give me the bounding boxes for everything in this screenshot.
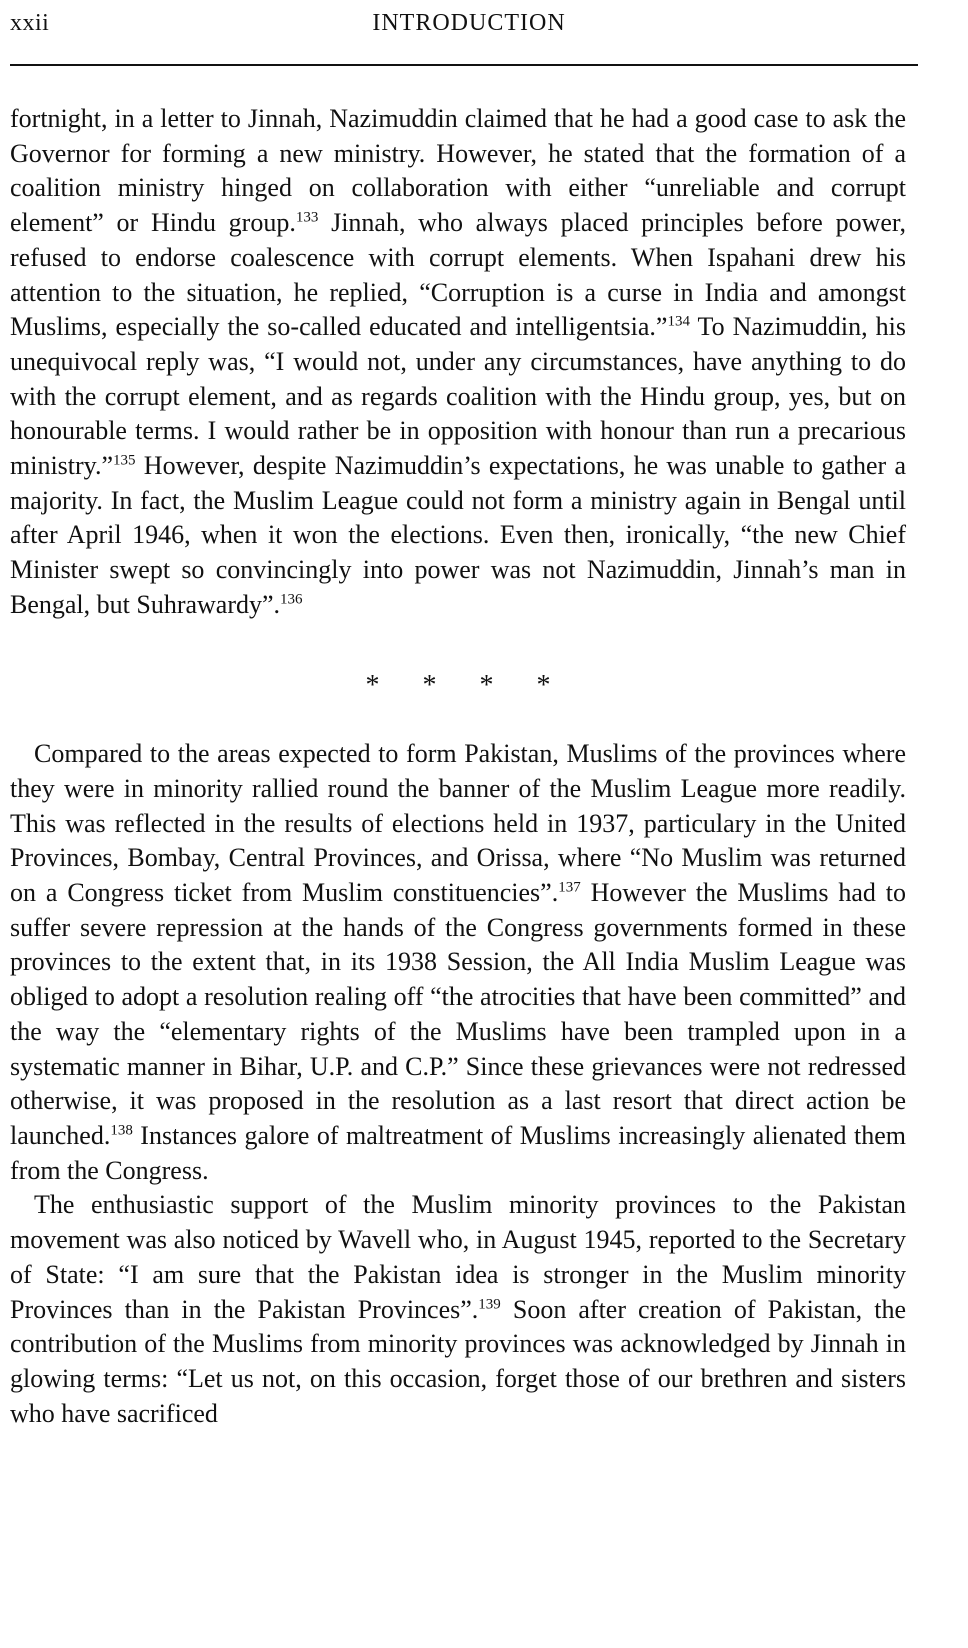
text-run: Compared to the areas expected to form Pakistan, Muslims of the provinces where they were in minority rallied round the banner of the Muslim League more readily. This was reflected in the results of elections held in 1937, particulary in the United Provinces, Bombay, Central Provinces, and Orissa, where “No Muslim was returned on a Congress ticket from Muslim constituencies”. xyxy=(10,739,906,908)
text-run: The enthusiastic support of the Muslim minority provinces to the Pakistan movement was also noticed by Wavell who, in August 1945, reported to the Secretary of State: “I am sure that the Pakistan idea is stronger in the Muslim minority Provinces than in the Pakistan Provinces”. xyxy=(10,1190,906,1324)
running-title: INTRODUCTION xyxy=(372,10,566,36)
body-text xyxy=(10,102,906,1431)
running-head xyxy=(10,10,910,44)
text-run: Instances galore of maltreatment of Muslims increasingly alienated them from the Congress. xyxy=(10,1120,906,1185)
text-run: Jinnah, who always placed principles before power, refused to endorse coalescence with corrupt elements. When Ispahani drew his attention to the situation, he replied, “Corruption is a curse in India and amongst Muslims, especially the so-called educated and intelligentsia.” xyxy=(10,208,906,342)
footnote-ref: 133 xyxy=(295,209,319,226)
text-run: However, despite Nazimuddin’s expectations, he was unable to gather a majority. In fact, the Muslim League could not form a ministry again in Bengal until after April 1946, when it won the elections. Even then, ironically, “the new Chief Minister swept so convincingly into power was not Nazimuddin, Jinnah’s man in Bengal, but Suhrawardy”. xyxy=(10,451,906,619)
footnote-ref: 138 xyxy=(110,1122,133,1139)
text-run: To Nazimuddin, his unequivocal reply was, “I would not, under any circumstances, have anything to do with the corrupt element, and as regards coalition with the Hindu group, yes, but on honourable terms. I would rather be in opposition with honour than run a precarious ministry.” xyxy=(10,312,906,481)
footnote-ref: 136 xyxy=(280,591,303,608)
footnote-ref: 135 xyxy=(113,452,136,469)
paragraph-3 xyxy=(10,1188,906,1431)
paragraph-1 xyxy=(10,102,906,623)
text-run: fortnight, in a letter to Jinnah, Nazimuddin claimed that he had a good case to ask the Governor for forming a new ministry. However, he stated that the formation of a coalition ministry hinged on collaboration with either “unreliable and corrupt element” or Hindu group. xyxy=(10,104,906,238)
footnote-ref: 134 xyxy=(667,313,690,330)
paragraph-2 xyxy=(10,737,906,1188)
text-run: However the Muslims had to suffer severe repression at the hands of the Congress governments formed in these provinces to the extent that, in its 1938 Session, the All India Muslim League was obliged to adopt a resolution realing off “the atrocities that have been committed” and the way the “elementary rights of the Muslims have been trampled upon in a systematic manner in Bihar, U.P. and C.P.” Since these grievances were not redressed otherwise, it was proposed in the resolution as a last resort that direct action be launched. xyxy=(10,878,906,1150)
footnote-ref: 137 xyxy=(558,879,581,896)
footnote-ref: 139 xyxy=(478,1295,501,1312)
header-rule xyxy=(10,64,918,66)
text-run: Soon after creation of Pakistan, the contribution of the Muslims from minority provinces was acknowledged by Jinnah in glowing terms: “Let us not, on this occasion, forget those of our brethren and sisters who have sacrificed xyxy=(10,1294,906,1428)
section-break: * * * * xyxy=(365,669,551,701)
page-number: xxii xyxy=(10,10,50,36)
